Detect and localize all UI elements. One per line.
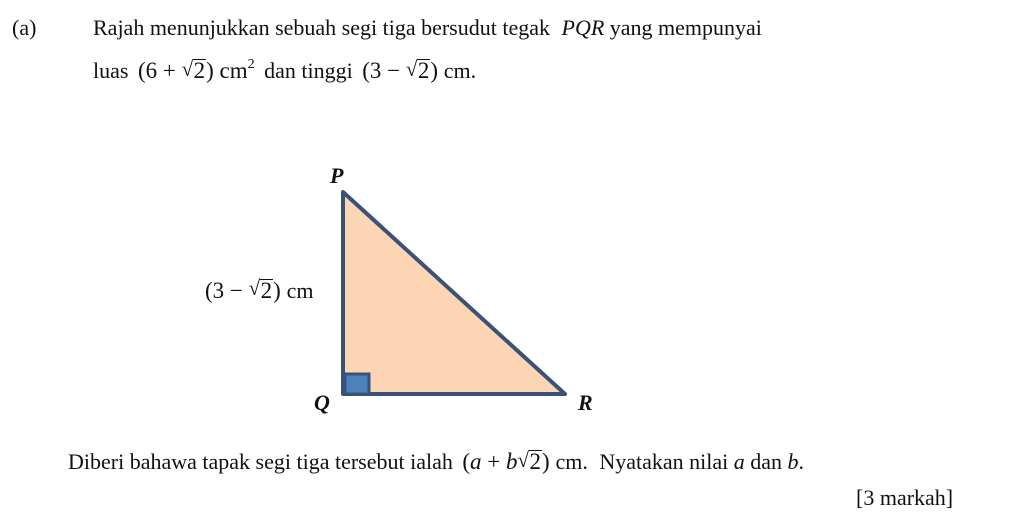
area-close: ) xyxy=(206,58,214,83)
given-text: Diberi bahawa tapak segi tiga tersebut ialah xyxy=(68,449,453,474)
base-root: 2 xyxy=(529,449,542,474)
sqrt-symbol: √ 2 xyxy=(248,276,273,303)
side-unit: cm xyxy=(286,278,314,303)
base-close: ) xyxy=(542,449,550,474)
instruction-text: Nyatakan nilai xyxy=(599,449,729,474)
question-number: (a) xyxy=(12,15,37,40)
var-a: a xyxy=(733,449,745,474)
var-b: b xyxy=(787,449,799,474)
height-open: (3 − xyxy=(362,58,406,83)
height-root: 2 xyxy=(417,58,430,83)
area-root: 2 xyxy=(193,58,206,83)
side-root: 2 xyxy=(260,278,273,303)
base-plus: + xyxy=(481,449,507,474)
triangle-pqr xyxy=(343,192,565,394)
area-unit: cm xyxy=(219,58,248,83)
base-var-a: a xyxy=(470,449,482,474)
base-expression xyxy=(462,449,587,474)
side-length-label xyxy=(205,277,313,305)
vertex-q-label: Q xyxy=(314,390,330,415)
sqrt-symbol: √ 2 xyxy=(181,57,206,83)
right-angle-marker xyxy=(345,374,369,394)
sqrt-symbol: √ 2 xyxy=(517,448,542,474)
area-power: 2 xyxy=(247,57,255,72)
question-text-bottom xyxy=(68,448,804,476)
intro-text-end: yang mempunyai xyxy=(609,15,762,40)
vertex-p-label: P xyxy=(330,163,344,188)
base-var-b: b xyxy=(506,449,518,474)
vertex-r-label: R xyxy=(578,390,593,415)
intro-text: Rajah menunjukkan sebuah segi tiga bersudut tegak xyxy=(93,15,550,40)
height-close: ) xyxy=(430,58,439,83)
area-label: luas xyxy=(93,58,129,83)
height-label: dan tinggi xyxy=(264,58,353,83)
height-unit: cm. xyxy=(443,58,477,83)
sqrt-symbol: √ 2 xyxy=(405,57,430,83)
area-open: (6 + xyxy=(137,58,182,83)
side-close: ) xyxy=(273,278,281,303)
base-open: ( xyxy=(462,449,471,474)
and-text: dan xyxy=(750,449,782,474)
triangle-name: PQR xyxy=(561,15,605,40)
period: . xyxy=(798,449,804,474)
marks-label: [3 markah] xyxy=(856,485,954,510)
side-open: (3 − xyxy=(205,278,249,303)
base-unit: cm. xyxy=(555,449,588,474)
